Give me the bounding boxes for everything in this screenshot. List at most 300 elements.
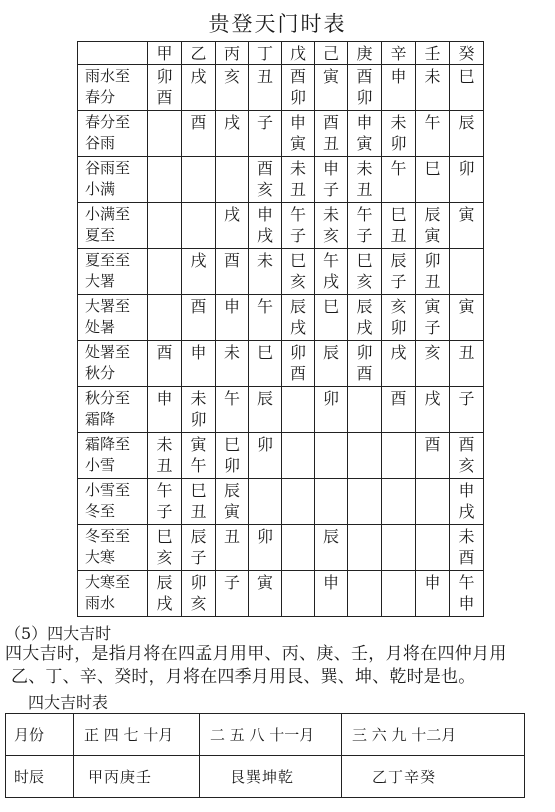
table-cell [348,479,382,525]
table-cell [216,341,249,387]
branch-char: 寅 [458,297,475,316]
table-cell [416,157,450,203]
table-cell [216,387,249,433]
table-cell [450,295,484,341]
table-cell [282,571,315,617]
branch-char: 巳 [190,481,207,500]
branch-char: 午 [424,113,441,132]
table-cell [216,249,249,295]
period-cell [78,295,148,341]
period-label: 霜降 [85,410,116,428]
table-row [78,387,484,433]
column-header: 壬 [416,42,450,65]
branch-char: 子 [256,113,273,132]
branch-char: 辰 [156,573,173,592]
branch-char: 申 [256,205,273,224]
period-label: 小满 [85,180,116,198]
table-cell [450,157,484,203]
branch-char: 寅 [289,134,306,153]
period-cell [78,65,148,111]
branch-char: 卯 [390,134,407,153]
branch-char: 寅 [424,297,441,316]
branch-char: 辰 [322,343,339,362]
branch-char: 卯 [356,88,373,107]
column-header: 癸 [450,42,484,65]
period-cell [78,157,148,203]
branch-char: 未 [223,343,240,362]
branch-char: 卯 [458,159,475,178]
branch-char: 酉 [156,343,173,362]
column-header: 庚 [348,42,382,65]
branch-char: 申 [190,343,207,362]
table-cell [348,387,382,433]
branch-char: 巳 [156,527,173,546]
branch-char: 午 [190,456,207,475]
table-cell [450,65,484,111]
table-cell [182,65,216,111]
branch-char: 酉 [424,435,441,454]
branch-char: 午 [289,205,306,224]
table-cell [282,157,315,203]
table-cell [216,295,249,341]
branch-char: 亥 [322,226,339,245]
branch-char: 辰 [223,481,240,500]
table-cell: 二 五 八 十一月 [200,714,342,756]
table-cell [182,111,216,157]
branch-char: 寅 [256,573,273,592]
table-cell [216,525,249,571]
paragraph-line: 乙、丁、辛、癸时，月将在四季月用艮、巽、坤、乾时是也。 [11,667,476,687]
branch-char: 亥 [356,272,373,291]
table-cell [416,387,450,433]
table-cell [450,571,484,617]
table-cell [182,433,216,479]
branch-char: 卯 [223,456,240,475]
branch-char: 酉 [322,113,339,132]
period-label: 秋分 [85,364,116,382]
branch-char: 戌 [289,318,306,337]
branch-char: 戌 [190,251,207,270]
branch-char: 申 [289,113,306,132]
table-cell [148,525,182,571]
branch-char: 酉 [256,159,273,178]
branch-char: 卯 [289,88,306,107]
table-cell [348,433,382,479]
branch-char: 酉 [289,67,306,86]
table-cell [416,295,450,341]
branch-char: 申 [322,573,339,592]
branch-char: 未 [390,113,407,132]
table-cell [416,341,450,387]
branch-char: 子 [190,548,207,567]
branch-char: 子 [223,573,240,592]
table-cell [216,111,249,157]
branch-char: 申 [390,67,407,86]
branch-char: 寅 [223,502,240,521]
paragraph-line: 四大吉时，是指月将在四孟月用甲、丙、庚、壬，月将在四仲月用 [5,644,507,664]
table-cell [148,571,182,617]
branch-char: 丑 [424,272,441,291]
branch-char: 巳 [223,435,240,454]
table-cell [282,433,315,479]
table-cell [182,249,216,295]
table-row [78,479,484,525]
table-cell [249,295,282,341]
table-cell [182,203,216,249]
branch-char: 辰 [190,527,207,546]
header-row [78,42,484,65]
branch-char: 戌 [223,205,240,224]
table-cell [416,65,450,111]
period-label: 雨水至 [85,67,131,85]
table-cell [416,111,450,157]
branch-char: 酉 [223,251,240,270]
table-cell [182,525,216,571]
period-label: 小雪至 [85,481,131,499]
period-cell [78,111,148,157]
branch-char: 辰 [322,527,339,546]
table-row [78,65,484,111]
branch-char: 寅 [356,134,373,153]
branch-char: 卯 [190,573,207,592]
branch-char: 卯 [289,343,306,362]
period-label: 小雪 [85,456,116,474]
table-cell [216,203,249,249]
header-corner [78,42,148,65]
branch-char: 戌 [322,272,339,291]
table-cell [182,341,216,387]
table-cell [282,295,315,341]
table-cell [382,341,416,387]
period-label: 春分至 [85,113,131,131]
branch-char: 亥 [156,548,173,567]
table-row [78,249,484,295]
table-cell [216,157,249,203]
branch-char: 子 [289,226,306,245]
table-cell [148,203,182,249]
table-cell [416,479,450,525]
branch-char: 午 [223,389,240,408]
branch-char: 亥 [223,67,240,86]
period-cell [78,571,148,617]
branch-char: 巳 [289,251,306,270]
table-cell [382,111,416,157]
period-label: 大寒至 [85,573,131,591]
table-cell [315,295,348,341]
table-cell [348,111,382,157]
table-cell [282,479,315,525]
table-cell [348,295,382,341]
period-label: 秋分至 [85,389,131,407]
table-cell [282,387,315,433]
branch-char: 卯 [322,389,339,408]
table-cell [450,341,484,387]
branch-char: 未 [289,159,306,178]
period-label: 谷雨至 [85,159,131,177]
table-cell [382,295,416,341]
branch-char: 子 [424,318,441,337]
branch-char: 申 [356,113,373,132]
page-title: 贵登天门时表 [208,12,347,36]
table-cell [450,433,484,479]
branch-char: 午 [390,159,407,178]
branch-char: 戌 [458,502,475,521]
table-cell: 乙丁辛癸 [342,756,525,798]
table-row [6,714,525,756]
branch-char: 丑 [458,343,475,362]
row-header: 月份 [6,714,74,756]
table-cell [182,479,216,525]
branch-char: 寅 [458,205,475,224]
branch-char: 亥 [256,180,273,199]
table-cell [315,479,348,525]
branch-char: 午 [322,251,339,270]
branch-char: 申 [322,159,339,178]
branch-char: 辰 [256,389,273,408]
branch-char: 戌 [256,226,273,245]
table-cell: 甲丙庚壬 [74,756,200,798]
row-header: 时辰 [6,756,74,798]
table-cell [249,249,282,295]
branch-char: 辰 [390,251,407,270]
branch-char: 戌 [156,594,173,613]
table-cell [315,387,348,433]
table-cell [148,111,182,157]
table-cell [348,65,382,111]
table-cell [249,111,282,157]
table-cell [416,249,450,295]
table-cell [148,479,182,525]
period-cell [78,249,148,295]
table-cell [249,65,282,111]
period-cell [78,341,148,387]
period-label: 小满至 [85,205,131,223]
table-row [6,756,525,798]
column-header: 乙 [182,42,216,65]
table-cell [249,433,282,479]
table-cell [315,571,348,617]
branch-char: 未 [156,435,173,454]
table-cell [148,249,182,295]
branch-char: 辰 [356,297,373,316]
table-row [78,571,484,617]
period-label: 处署至 [85,343,131,361]
table-cell [216,479,249,525]
branch-char: 亥 [190,594,207,613]
table-cell [416,433,450,479]
table-cell [382,203,416,249]
table-row [78,295,484,341]
branch-char: 戌 [190,67,207,86]
branch-char: 寅 [190,435,207,454]
branch-char: 申 [156,389,173,408]
branch-char: 丑 [390,226,407,245]
column-header: 己 [315,42,348,65]
table-cell [148,157,182,203]
branch-char: 戌 [390,343,407,362]
branch-char: 子 [390,272,407,291]
table-cell [348,571,382,617]
branch-char: 未 [424,67,441,86]
table-cell [216,571,249,617]
branch-char: 酉 [458,435,475,454]
period-label: 雨水 [85,594,116,612]
period-label: 大署至 [85,297,131,315]
branch-char: 丑 [156,456,173,475]
table-cell [315,525,348,571]
table-cell [382,157,416,203]
table-cell [348,203,382,249]
branch-char: 戌 [223,113,240,132]
branch-char: 未 [356,159,373,178]
column-header: 戊 [282,42,315,65]
table-cell [382,433,416,479]
table-cell [148,295,182,341]
branch-char: 丑 [356,180,373,199]
branch-char: 巳 [356,251,373,270]
period-label: 霜降至 [85,435,131,453]
table-cell [416,571,450,617]
table-cell [282,203,315,249]
table-cell: 艮巽坤乾 [200,756,342,798]
branch-char: 酉 [289,364,306,383]
branch-char: 子 [156,502,173,521]
body-paragraph [5,643,555,689]
table-cell [182,157,216,203]
branch-char: 酉 [356,364,373,383]
branch-char: 辰 [458,113,475,132]
period-cell [78,479,148,525]
table-cell [348,157,382,203]
branch-char: 卯 [256,527,273,546]
noble-heaven-gate-table [77,41,484,617]
period-label: 夏至至 [85,251,131,269]
table-row [78,111,484,157]
branch-char: 卯 [356,343,373,362]
table-cell [315,203,348,249]
table-cell [416,525,450,571]
period-cell [78,433,148,479]
table-cell [450,525,484,571]
branch-char: 酉 [156,88,173,107]
section-heading: （5）四大吉时 [5,624,112,643]
branch-char: 丑 [289,180,306,199]
table-cell [249,203,282,249]
branch-char: 申 [424,573,441,592]
table-row [78,157,484,203]
table-cell [249,387,282,433]
table-row [78,341,484,387]
period-label: 夏至 [85,226,116,244]
branch-char: 亥 [390,297,407,316]
branch-char: 辰 [424,205,441,224]
column-header: 丁 [249,42,282,65]
branch-char: 戌 [424,389,441,408]
table-cell [450,387,484,433]
branch-char: 丑 [256,67,273,86]
branch-char: 巳 [322,297,339,316]
table-row [78,525,484,571]
column-header: 辛 [382,42,416,65]
table-cell [282,525,315,571]
period-cell [78,525,148,571]
branch-char: 亥 [458,456,475,475]
branch-char: 亥 [289,272,306,291]
table-cell: 三 六 九 十二月 [342,714,525,756]
table-cell [182,571,216,617]
branch-char: 申 [223,297,240,316]
branch-char: 午 [356,205,373,224]
branch-char: 酉 [356,67,373,86]
table-cell [282,65,315,111]
table-cell [450,249,484,295]
branch-char: 卯 [424,251,441,270]
table-cell [315,111,348,157]
table-cell [216,433,249,479]
table-cell [249,571,282,617]
branch-char: 申 [458,481,475,500]
table-cell [416,203,450,249]
table-cell [216,65,249,111]
table-cell [148,341,182,387]
branch-char: 酉 [390,389,407,408]
table-cell [382,571,416,617]
table-cell [182,387,216,433]
table-cell [249,341,282,387]
table-cell [382,65,416,111]
branch-char: 寅 [424,226,441,245]
branch-char: 巳 [424,159,441,178]
period-label: 大寒 [85,548,116,566]
branch-char: 午 [256,297,273,316]
branch-char: 卯 [156,67,173,86]
table-cell [348,249,382,295]
period-label: 处暑 [85,318,116,336]
table-row [78,433,484,479]
table-cell [315,249,348,295]
branch-char: 戌 [356,318,373,337]
table-cell [249,157,282,203]
table-cell [182,295,216,341]
period-cell [78,387,148,433]
branch-char: 寅 [322,67,339,86]
table-cell [348,341,382,387]
branch-char: 未 [256,251,273,270]
branch-char: 卯 [190,410,207,429]
branch-char: 亥 [424,343,441,362]
table-cell [249,525,282,571]
table-cell [148,433,182,479]
column-header: 丙 [216,42,249,65]
branch-char: 子 [356,226,373,245]
table-cell [315,433,348,479]
branch-char: 卯 [390,318,407,337]
period-label: 冬至 [85,502,116,520]
table-cell [382,249,416,295]
branch-char: 丑 [190,502,207,521]
table-cell [450,203,484,249]
table-cell [315,341,348,387]
table-cell [382,525,416,571]
table-cell [148,387,182,433]
branch-char: 未 [458,527,475,546]
table-cell [282,341,315,387]
branch-char: 巳 [458,67,475,86]
branch-char: 丑 [223,527,240,546]
branch-char: 未 [190,389,207,408]
table-cell: 正 四 七 十月 [74,714,200,756]
table-cell [249,479,282,525]
